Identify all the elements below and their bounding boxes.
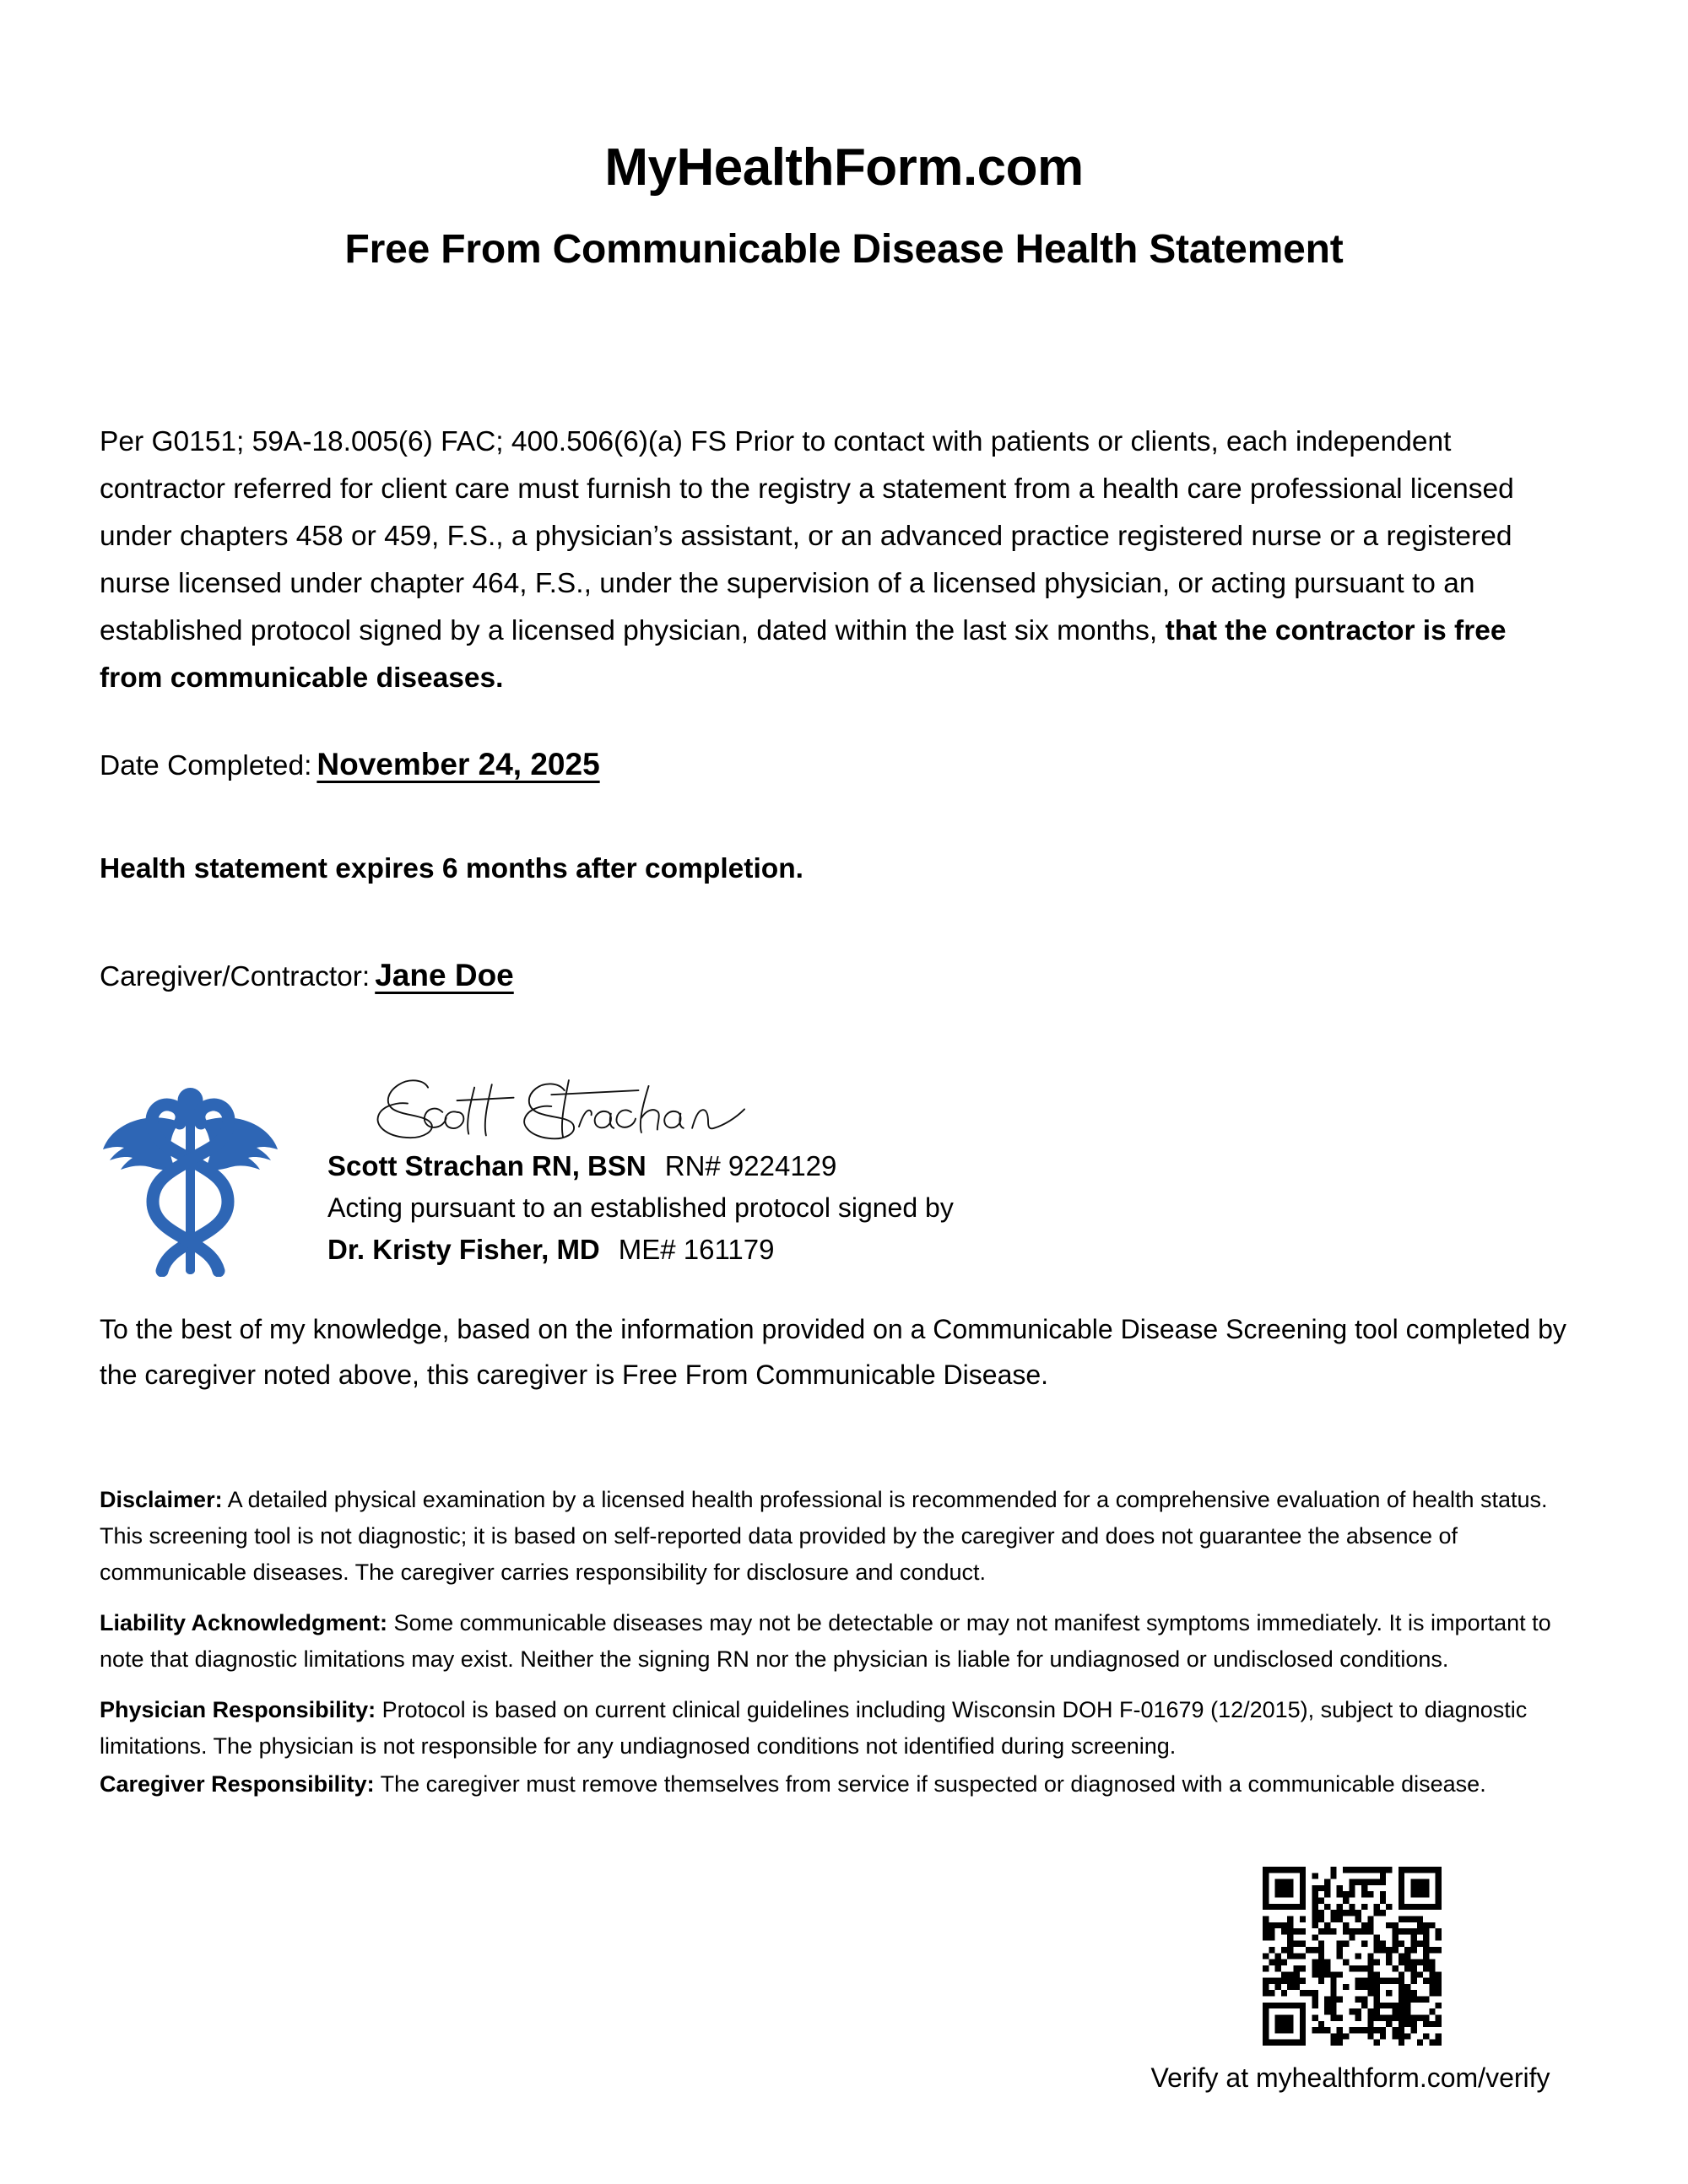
- disclaimer-item: [100, 1692, 1570, 1765]
- qr-code-icon: [1263, 1867, 1442, 2046]
- disclaimer-body: The caregiver must remove themselves from service if suspected or diagnosed with a communicable disease.: [374, 1771, 1486, 1797]
- expiration-note-row: [100, 852, 803, 886]
- physician-credentials-row: [327, 1229, 1087, 1271]
- caregiver-label: Caregiver/Contractor:: [100, 961, 371, 992]
- date-completed-row: [100, 746, 600, 783]
- nurse-credentials-row: [327, 1143, 1087, 1187]
- disclaimer-body: A detailed physical examination by a licensed health professional is recommended for a comprehensive evaluation of health status. This screening tool is not diagnostic; it is based on self-reported data provided by the caregiver and does not guarantee the absence of communicable diseases. The caregiver carries responsibility for disclosure and conduct.: [100, 1487, 1548, 1585]
- physician-license-number: ME# 161179: [618, 1234, 775, 1265]
- disclaimer-item: [100, 1605, 1570, 1678]
- legal-paragraph-text: Per G0151; 59A-18.005(6) FAC; 400.506(6)(a) FS Prior to contact with patients or clients, each independent contractor referred for client care must furnish to the registry a statement from a health care professional licensed under chapters 458 or 459, F.S., a physician’s assistant, or an advanced practice registered nurse or a registered nurse licensed under chapter 464, F.S., under the supervision of a licensed physician, or acting pursuant to an established protocol signed by a licensed physician, dated within the last six months,: [100, 426, 1514, 646]
- legal-statement-block: [100, 419, 1566, 702]
- disclaimer-heading: Liability Acknowledgment:: [100, 1610, 388, 1635]
- disclaimer-body: Protocol is based on current clinical guidelines including Wisconsin DOH F-01679 (12/2015), subject to diagnostic limitations. The physician is not responsible for any undiagnosed conditions not identified during screening.: [100, 1697, 1528, 1759]
- caregiver-value: Jane Doe: [375, 958, 514, 992]
- caregiver-row: [100, 957, 514, 994]
- disclaimer-heading: Physician Responsibility:: [100, 1697, 376, 1722]
- handwritten-signature: [327, 1070, 1087, 1143]
- page-title: Free From Communicable Disease Health Statement: [344, 227, 1344, 272]
- physician-name: Dr. Kristy Fisher, MD: [327, 1234, 600, 1265]
- disclaimer-heading: Disclaimer:: [100, 1487, 223, 1512]
- disclaimer-item: [100, 1766, 1570, 1803]
- verify-text: Verify at myhealthform.com/verify: [1150, 2062, 1550, 2093]
- signature-block: [100, 1070, 1112, 1289]
- disclaimer-section: [100, 1482, 1570, 1803]
- site-title: MyHealthForm.com: [604, 138, 1084, 197]
- expiration-note: Health statement expires 6 months after completion.: [100, 853, 803, 884]
- disclaimer-heading: Caregiver Responsibility:: [100, 1771, 375, 1797]
- attestation-paragraph: To the best of my knowledge, based on the information provided on a Communicable Disease Screening tool completed by the caregiver noted above, this caregiver is Free From Communicable Disease.: [100, 1314, 1566, 1390]
- document-header: [0, 138, 1688, 272]
- date-completed-value: November 24, 2025: [316, 747, 600, 781]
- disclaimer-item: [100, 1482, 1570, 1591]
- legal-paragraph-emphasis: that the contractor is free from communicable diseases.: [100, 615, 1507, 694]
- disclaimer-body: Some communicable diseases may not be detectable or may not manifest symptoms immediately. It is important to note that diagnostic limitations may exist. Neither the signing RN nor the physician is liable for undiagnosed or undisclosed conditions.: [100, 1610, 1551, 1672]
- date-completed-label: Date Completed:: [100, 750, 312, 781]
- protocol-statement: Acting pursuant to an established protocol signed by: [327, 1192, 954, 1223]
- legal-paragraph: [100, 419, 1566, 702]
- signature-text-lines: [327, 1070, 1087, 1271]
- nurse-license-number: RN# 9224129: [664, 1150, 837, 1181]
- nurse-name: Scott Strachan RN, BSN: [327, 1150, 647, 1181]
- caduceus-icon: [100, 1078, 281, 1277]
